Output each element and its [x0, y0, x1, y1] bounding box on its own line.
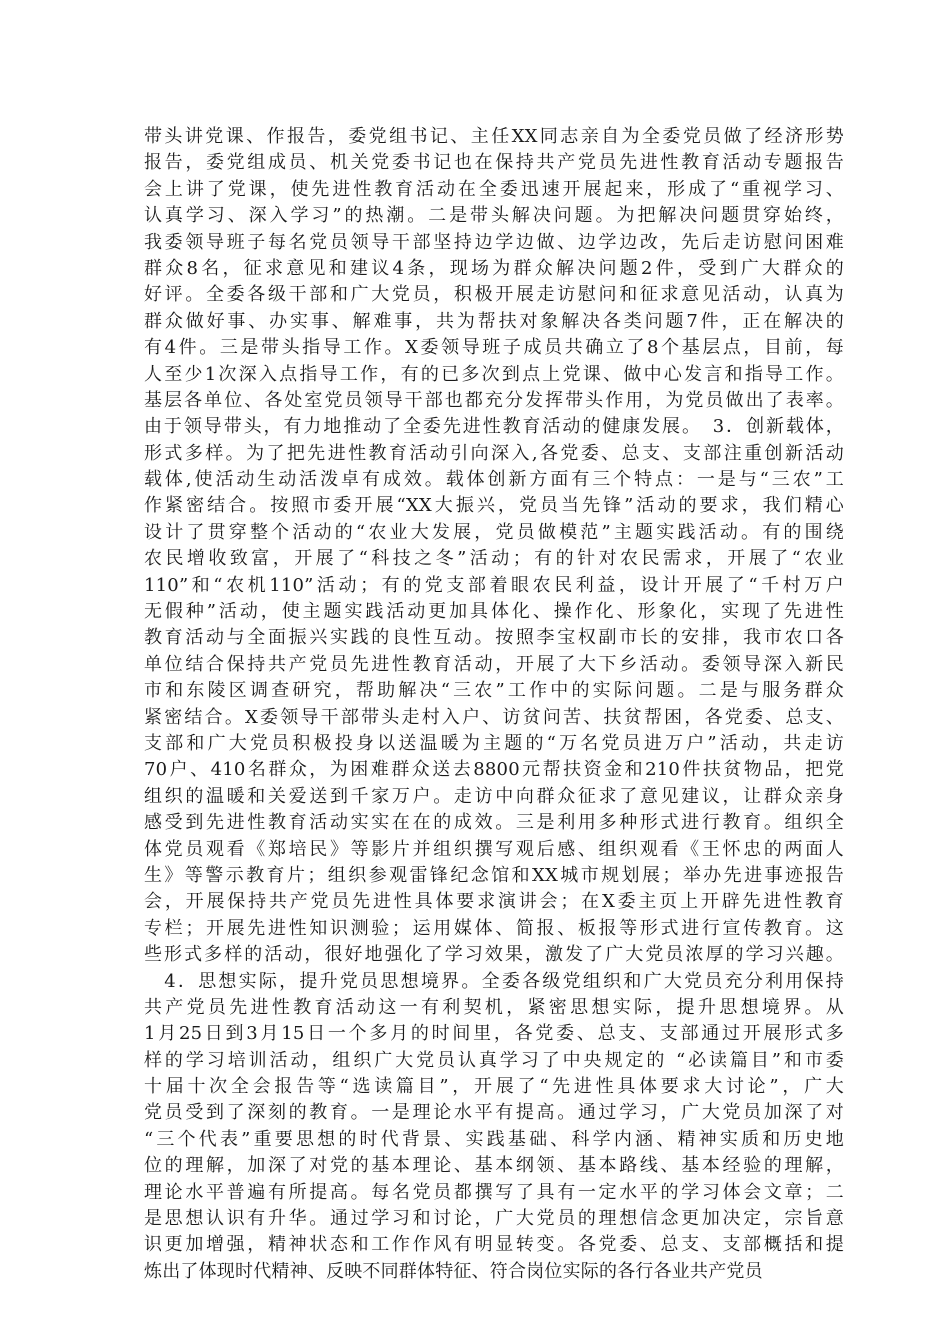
text-line: 1月25日到3月15日一个多月的时间里，各党委、总支、支部通过开展形式多: [144, 1023, 844, 1045]
text-line: 70户、410名群众，为困难群众送去8800元帮扶资金和210件扶贫物品，把党: [144, 759, 844, 781]
text-line: 紧密结合。X委领导干部带头走村入户、访贫问苦、扶贫帮困，各党委、总支、: [144, 706, 844, 728]
text-line: 样的学习培训活动，组织广大党员认真学习了中央规定的 “必读篇目”和市委: [144, 1049, 844, 1071]
text-line: 党员受到了深刻的教育。一是理论水平有提高。通过学习，广大党员加深了对: [144, 1102, 844, 1124]
text-line: 是思想认识有升华。通过学习和讨论，广大党员的理想信念更加决定，宗旨意: [144, 1208, 844, 1230]
text-line: “三个代表”重要思想的时代背景、实践基础、科学内涵、精神实质和历史地: [144, 1128, 844, 1150]
text-line: 会上讲了党课，使先进性教育活动在全委迅速开展起来，形成了“重视学习、: [144, 178, 844, 200]
body-text: [144, 124, 844, 1285]
text-line: 教育活动与全面振兴实践的良性互动。按照李宝权副市长的安排，我市农口各: [144, 627, 844, 649]
text-line: 十届十次全会报告等“选读篇目”，开展了“先进性具体要求大讨论”，广大: [144, 1076, 844, 1098]
text-line: 专栏；开展先进性知识测验；运用媒体、简报、板报等形式进行宣传教育。这: [144, 917, 844, 939]
text-line: 群众做好事、办实事、解难事，共为帮扶对象解决各类问题7件，正在解决的: [144, 310, 844, 332]
text-line: 识更加增强，精神状态和工作作风有明显转变。各党委、总支、支部概括和提: [144, 1234, 844, 1256]
text-line: 理论水平普遍有所提高。每名党员都撰写了具有一定水平的学习体会文章；二: [144, 1181, 844, 1203]
text-line: 农民增收致富，开展了“科技之冬”活动；有的针对农民需求，开展了“农业: [144, 548, 844, 570]
text-line: 好评。全委各级干部和广大党员，积极开展走访慰问和征求意见活动，认真为: [144, 284, 844, 306]
text-line: 感受到先进性教育活动实实在在的成效。三是利用多种形式进行教育。组织全: [144, 812, 844, 834]
text-line: 炼出了体现时代精神、反映不同群体特征、符合岗位实际的各行各业共产党员: [144, 1260, 763, 1282]
text-line: 位的理解，加深了对党的基本理论、基本纲领、基本路线、基本经验的理解，: [144, 1155, 844, 1177]
text-line: 作紧密结合。按照市委开展“XX大振兴，党员当先锋”活动的要求，我们精心: [144, 495, 844, 517]
text-line: 认真学习、深入学习”的热潮。二是带头解决问题。为把解决问题贯穿始终，: [144, 205, 844, 227]
text-line: 体党员观看《郑培民》等影片并组织撰写观后感、组织观看《王怀忠的两面人: [144, 838, 844, 860]
text-line: 载体,使活动生动活泼卓有成效。载体创新方面有三个特点：一是与“三农”工: [144, 469, 844, 491]
text-line: 无假种”活动，使主题实践活动更加具体化、操作化、形象化，实现了先进性: [144, 601, 844, 623]
text-line: 市和东陵区调查研究，帮助解决“三农”工作中的实际问题。二是与服务群众: [144, 680, 844, 702]
text-line: 群众8名，征求意见和建议4条，现场为群众解决问题2件，受到广大群众的: [144, 257, 844, 279]
text-line: 生》等警示教育片；组织参观雷锋纪念馆和XX城市规划展；举办先进事迹报告: [144, 864, 844, 886]
text-line: 我委领导班子每名党员领导干部坚持边学边做、边学边改，先后走访慰问困难: [144, 231, 844, 253]
text-line: 110”和“农机110”活动；有的党支部着眼农民利益，设计开展了“千村万户: [144, 574, 844, 596]
text-line: 单位结合保持共产党员先进性教育活动，开展了大下乡活动。委领导深入新民: [144, 653, 844, 675]
text-line: 由于领导带头，有力地推动了全委先进性教育活动的健康发展。 3．创新载体，: [144, 416, 844, 438]
text-line: 报告，委党组成员、机关党委书记也在保持共产党员先进性教育活动专题报告: [144, 152, 844, 174]
text-line: 组织的温暖和关爱送到千家万户。走访中向群众征求了意见建议，让群众亲身: [144, 785, 844, 807]
text-line: 会，开展保持共产党员先进性具体要求演讲会；在X委主页上开辟先进性教育: [144, 891, 844, 913]
text-line: 有4件。三是带头指导工作。X委领导班子成员共确立了8个基层点，目前，每: [144, 337, 844, 359]
text-line: 形式多样。为了把先进性教育活动引向深入,各党委、总支、支部注重创新活动: [144, 442, 844, 464]
text-line: 带头讲党课、作报告，委党组书记、主任XX同志亲自为全委党员做了经济形势: [144, 126, 844, 147]
text-line: 共产党员先进性教育活动这一有利契机，紧密思想实际，提升思想境界。从: [144, 996, 844, 1018]
text-line: 设计了贯穿整个活动的“农业大发展，党员做模范”主题实践活动。有的围绕: [144, 521, 844, 543]
text-line: 些形式多样的活动，很好地强化了学习效果，激发了广大党员浓厚的学习兴趣。: [144, 944, 844, 966]
text-line: 4．思想实际，提升党员思想境界。全委各级党组织和广大党员充分利用保持: [144, 970, 844, 992]
text-line: 基层各单位、各处室党员领导干部也都充分发挥带头作用，为党员做出了表率。: [144, 389, 844, 411]
text-line: 人至少1次深入点指导工作，有的已多次到点上党课、做中心发言和指导工作。: [144, 363, 844, 385]
text-line: 支部和广大党员积极投身以送温暖为主题的“万名党员进万户”活动，共走访: [144, 732, 844, 754]
